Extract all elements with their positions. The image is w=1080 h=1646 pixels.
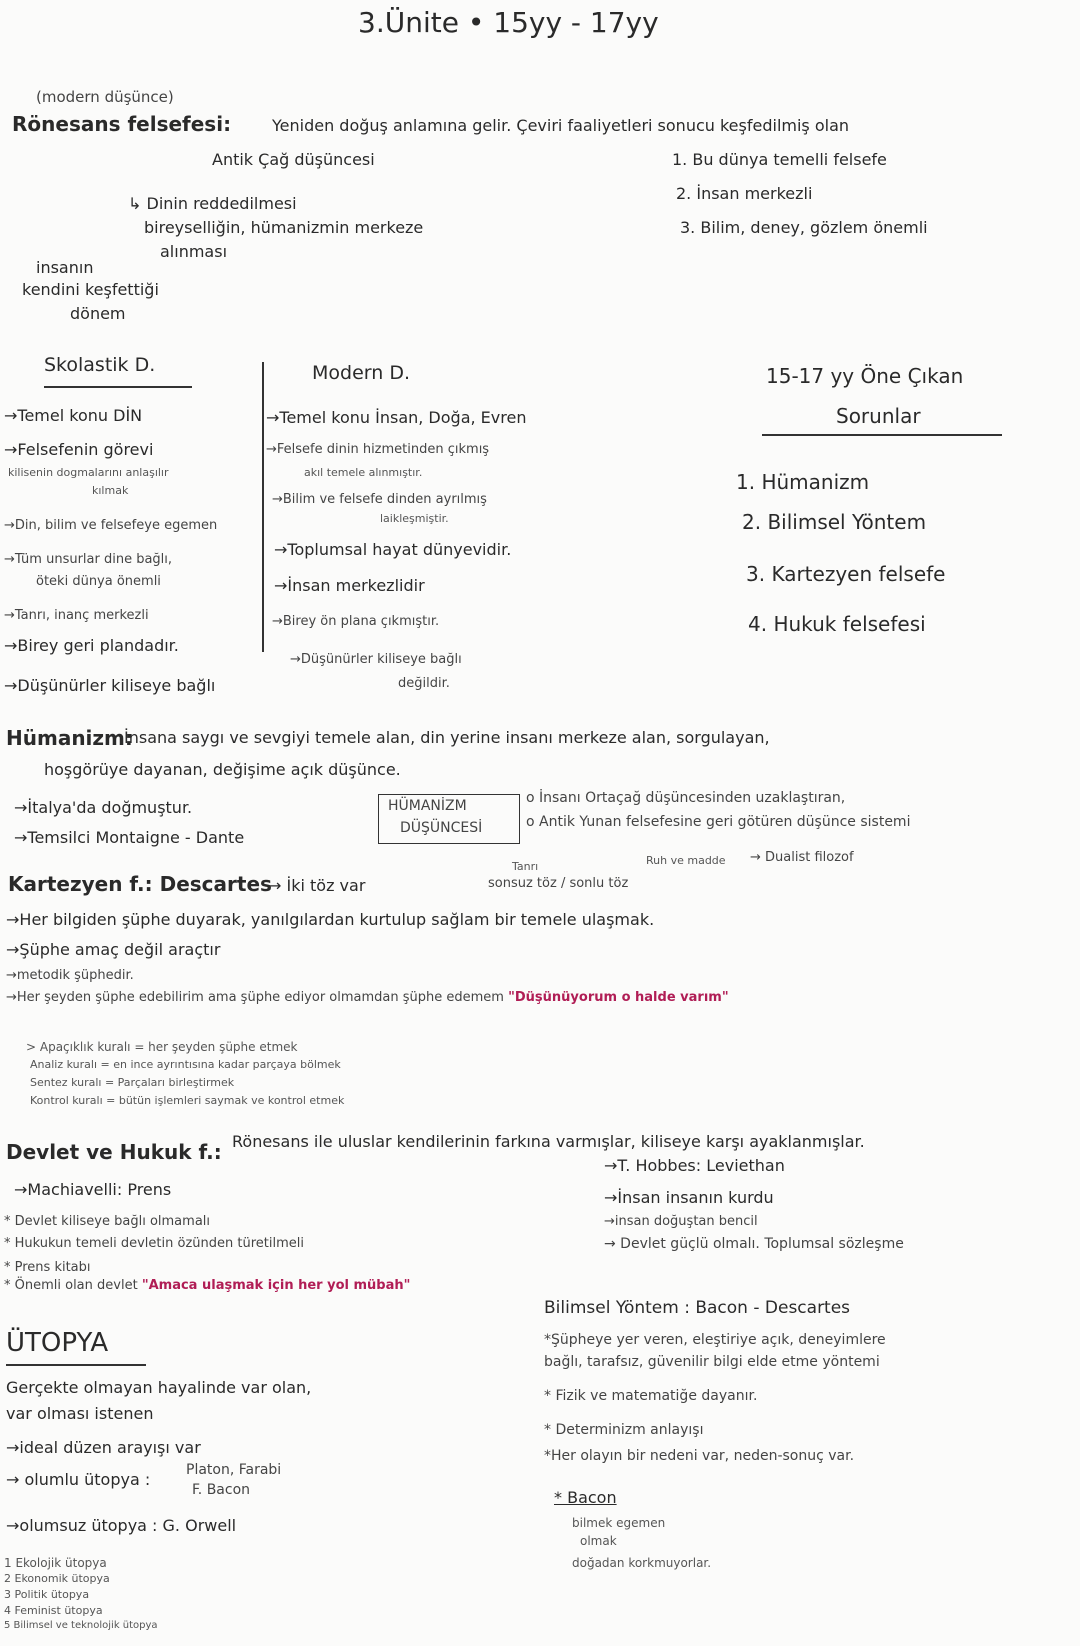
kartezyen-line-4: →Her şeyden şüphe edebilirim ama şüphe ediyor olmamdan şüphe edemem — [6, 990, 504, 1005]
modern-item: →Temel konu İnsan, Doğa, Evren — [266, 408, 527, 427]
skolastik-item: →Tanrı, inanç merkezli — [4, 608, 149, 623]
sorunlar-heading-line1: 15-17 yy Öne Çıkan — [766, 364, 964, 388]
sorunlar-item: 4. Hukuk felsefesi — [748, 612, 926, 636]
hobbes-point-3: → Devlet güçlü olmalı. Toplumsal sözleşme — [604, 1236, 904, 1252]
skolastik-item: →Birey geri plandadır. — [4, 636, 179, 655]
bilimsel-heading: Bilimsel Yöntem : Bacon - Descartes — [544, 1298, 851, 1318]
ronesans-heading: Rönesans felsefesi: — [12, 112, 232, 136]
machiavelli-point-1: * Devlet kiliseye bağlı olmamalı — [4, 1214, 211, 1229]
machiavelli-quote: "Amaca ulaşmak için her yol mübah" — [141, 1278, 411, 1293]
ronesans-point-2: 2. İnsan merkezli — [676, 184, 813, 203]
bacon-line-2: olmak — [580, 1534, 617, 1548]
utopya-type: 1 Ekolojik ütopya — [4, 1556, 107, 1570]
machiavelli-point-3: * Prens kitabı — [4, 1260, 91, 1275]
humanizm-origin: →İtalya'da doğmuştur. — [14, 798, 193, 817]
modern-item: →Toplumsal hayat dünyevidir. — [274, 540, 512, 559]
skolastik-item: →Düşünürler kiliseye bağlı — [4, 676, 216, 695]
kartezyen-ruh-madde: Ruh ve madde — [646, 854, 726, 867]
skolastik-item: kılmak — [92, 484, 129, 497]
bilimsel-line-5: *Her olayın bir nedeni var, neden-sonuç var. — [544, 1448, 855, 1464]
skolastik-item: kilisenin dogmalarını anlaşılır — [8, 466, 169, 479]
humanizm-def-line2: hoşgörüye dayanan, değişime açık düşünce. — [44, 760, 401, 779]
utopya-type: 5 Bilimsel ve teknolojik ütopya — [4, 1620, 158, 1631]
skolastik-item: →Tüm unsurlar dine bağlı, — [4, 552, 173, 567]
kartezyen-tanri: Tanrı — [512, 860, 539, 873]
ronesans-point-3: 3. Bilim, deney, gözlem önemli — [680, 218, 928, 237]
machiavelli-point-2: * Hukukun temeli devletin özünden türetilmeli — [4, 1236, 304, 1251]
column-divider — [262, 362, 264, 652]
ronesans-side-line3: dönem — [70, 304, 126, 323]
skolastik-item: →Din, bilim ve felsefeye egemen — [4, 518, 218, 533]
bilimsel-line-2: bağlı, tarafsız, güvenilir bilgi elde etme yöntemi — [544, 1354, 880, 1370]
bacon-line-1: bilmek egemen — [572, 1516, 666, 1530]
utopya-underline — [6, 1364, 146, 1366]
modern-item: →Bilim ve felsefe dinden ayrılmış — [272, 492, 487, 507]
kartezyen-arrow: → İki töz var — [268, 876, 366, 895]
humanizm-box-line1: HÜMANİZM — [388, 798, 467, 814]
utopya-olumlu-names-2: F. Bacon — [192, 1482, 251, 1498]
ronesans-arrow-line2: bireyselliğin, hümanizmin merkeze — [144, 218, 424, 237]
ronesans-def-line2: Antik Çağ düşüncesi — [212, 150, 375, 169]
modern-heading: Modern D. — [312, 362, 410, 384]
utopya-type: 4 Feminist ütopya — [4, 1604, 103, 1617]
kartezyen-rule-2: Analiz kuralı = en ince ayrıntısına kadar parçaya bölmek — [30, 1058, 341, 1071]
kartezyen-line-3: →metodik şüphedir. — [6, 968, 134, 983]
humanizm-representatives: →Temsilci Montaigne - Dante — [14, 828, 245, 847]
devlet-def: Rönesans ile uluslar kendilerinin farkına varmışlar, kiliseye karşı ayaklanmışlar. — [232, 1132, 865, 1151]
modern-item: →Felsefe dinin hizmetinden çıkmış — [266, 442, 490, 457]
skolastik-underline — [44, 386, 192, 388]
page-title: 3.Ünite • 15yy - 17yy — [358, 6, 659, 39]
kartezyen-line-1: →Her bilgiden şüphe duyarak, yanılgılardan kurtulup sağlam bir temele ulaşmak. — [6, 910, 655, 929]
skolastik-item: öteki dünya önemli — [36, 574, 161, 589]
skolastik-item: →Felsefenin görevi — [4, 440, 154, 459]
utopya-olumlu-names-1: Platon, Farabi — [186, 1462, 282, 1478]
kartezyen-tozler: sonsuz töz / sonlu töz — [488, 876, 629, 891]
utopya-olumsuz: →olumsuz ütopya : G. Orwell — [6, 1516, 237, 1535]
bacon-heading: * Bacon — [554, 1488, 617, 1507]
utopya-ideal: →ideal düzen arayışı var — [6, 1438, 201, 1457]
utopya-def-line1: Gerçekte olmayan hayalinde var olan, — [6, 1378, 312, 1397]
humanizm-def-line1: İnsana saygı ve sevgiyi temele alan, din yerine insanı merkeze alan, sorgulayan, — [124, 728, 770, 747]
machiavelli-heading: →Machiavelli: Prens — [14, 1180, 172, 1199]
hobbes-point-2: →insan doğuştan bencil — [604, 1214, 758, 1229]
utopya-olumlu: → olumlu ütopya : — [6, 1470, 151, 1489]
utopya-type: 2 Ekonomik ütopya — [4, 1572, 110, 1585]
bilimsel-line-3: * Fizik ve matematiğe dayanır. — [544, 1388, 758, 1404]
kartezyen-rule-4: Kontrol kuralı = bütün işlemleri saymak ve kontrol etmek — [30, 1094, 345, 1107]
humanizm-box-line2: DÜŞÜNCESİ — [400, 820, 483, 836]
modern-item: →Birey ön plana çıkmıştır. — [272, 614, 440, 629]
modern-item: →İnsan merkezlidir — [274, 576, 425, 595]
devlet-heading: Devlet ve Hukuk f.: — [6, 1140, 222, 1164]
kartezyen-dualist: → Dualist filozof — [750, 850, 854, 865]
utopya-heading: ÜTOPYA — [6, 1328, 109, 1358]
sorunlar-item: 3. Kartezyen felsefe — [746, 562, 946, 586]
sorunlar-item: 2. Bilimsel Yöntem — [742, 510, 927, 534]
kartezyen-rule-1: > Apaçıklık kuralı = her şeyden şüphe etmek — [26, 1040, 298, 1054]
utopya-def-line2: var olması istenen — [6, 1404, 154, 1423]
ronesans-def-line1: Yeniden doğuş anlamına gelir. Çeviri faaliyetleri sonucu keşfedilmiş olan — [272, 116, 850, 135]
modern-item: akıl temele alınmıştır. — [304, 466, 423, 479]
utopya-type: 3 Politik ütopya — [4, 1588, 90, 1601]
skolastik-item: →Temel konu DİN — [4, 406, 143, 425]
bilimsel-line-1: *Şüpheye yer veren, eleştiriye açık, deneyimlere — [544, 1332, 886, 1348]
modern-item: değildir. — [398, 676, 450, 691]
kartezyen-line-2: →Şüphe amaç değil araçtır — [6, 940, 221, 959]
sorunlar-heading-line2: Sorunlar — [836, 404, 921, 428]
kartezyen-rule-3: Sentez kuralı = Parçaları birleştirmek — [30, 1076, 235, 1089]
humanizm-heading: Hümanizm: — [6, 726, 133, 750]
modern-item: laikleşmiştir. — [380, 512, 449, 525]
hobbes-point-1: →İnsan insanın kurdu — [604, 1188, 774, 1207]
humanizm-bullet-1: o İnsanı Ortaçağ düşüncesinden uzaklaştıran, — [526, 790, 846, 806]
ronesans-arrow-line1: Dinin reddedilmesi — [146, 194, 297, 213]
skolastik-heading: Skolastik D. — [44, 354, 156, 376]
kartezyen-quote: "Düşünüyorum o halde varım" — [508, 990, 729, 1005]
modern-item: →Düşünürler kiliseye bağlı — [290, 652, 462, 667]
ronesans-side-line2: kendini keşfettiği — [22, 280, 159, 299]
ronesans-side-line1: insanın — [36, 258, 94, 277]
sorunlar-item: 1. Hümanizm — [736, 470, 870, 494]
ronesans-arrow-line3: alınması — [160, 242, 228, 261]
kartezyen-heading: Kartezyen f.: Descartes — [8, 872, 272, 896]
ronesans-tag: (modern düşünce) — [36, 88, 174, 106]
machiavelli-point-4: * Önemli olan devlet — [4, 1278, 138, 1293]
humanizm-bullet-2: o Antik Yunan felsefesine geri götüren düşünce sistemi — [526, 814, 911, 830]
ronesans-point-1: 1. Bu dünya temelli felsefe — [672, 150, 887, 169]
bacon-line-3: doğadan korkmuyorlar. — [572, 1556, 712, 1570]
sorunlar-underline — [762, 434, 1002, 436]
bilimsel-line-4: * Determinizm anlayışı — [544, 1422, 704, 1438]
hobbes-heading: →T. Hobbes: Leviethan — [604, 1156, 785, 1175]
